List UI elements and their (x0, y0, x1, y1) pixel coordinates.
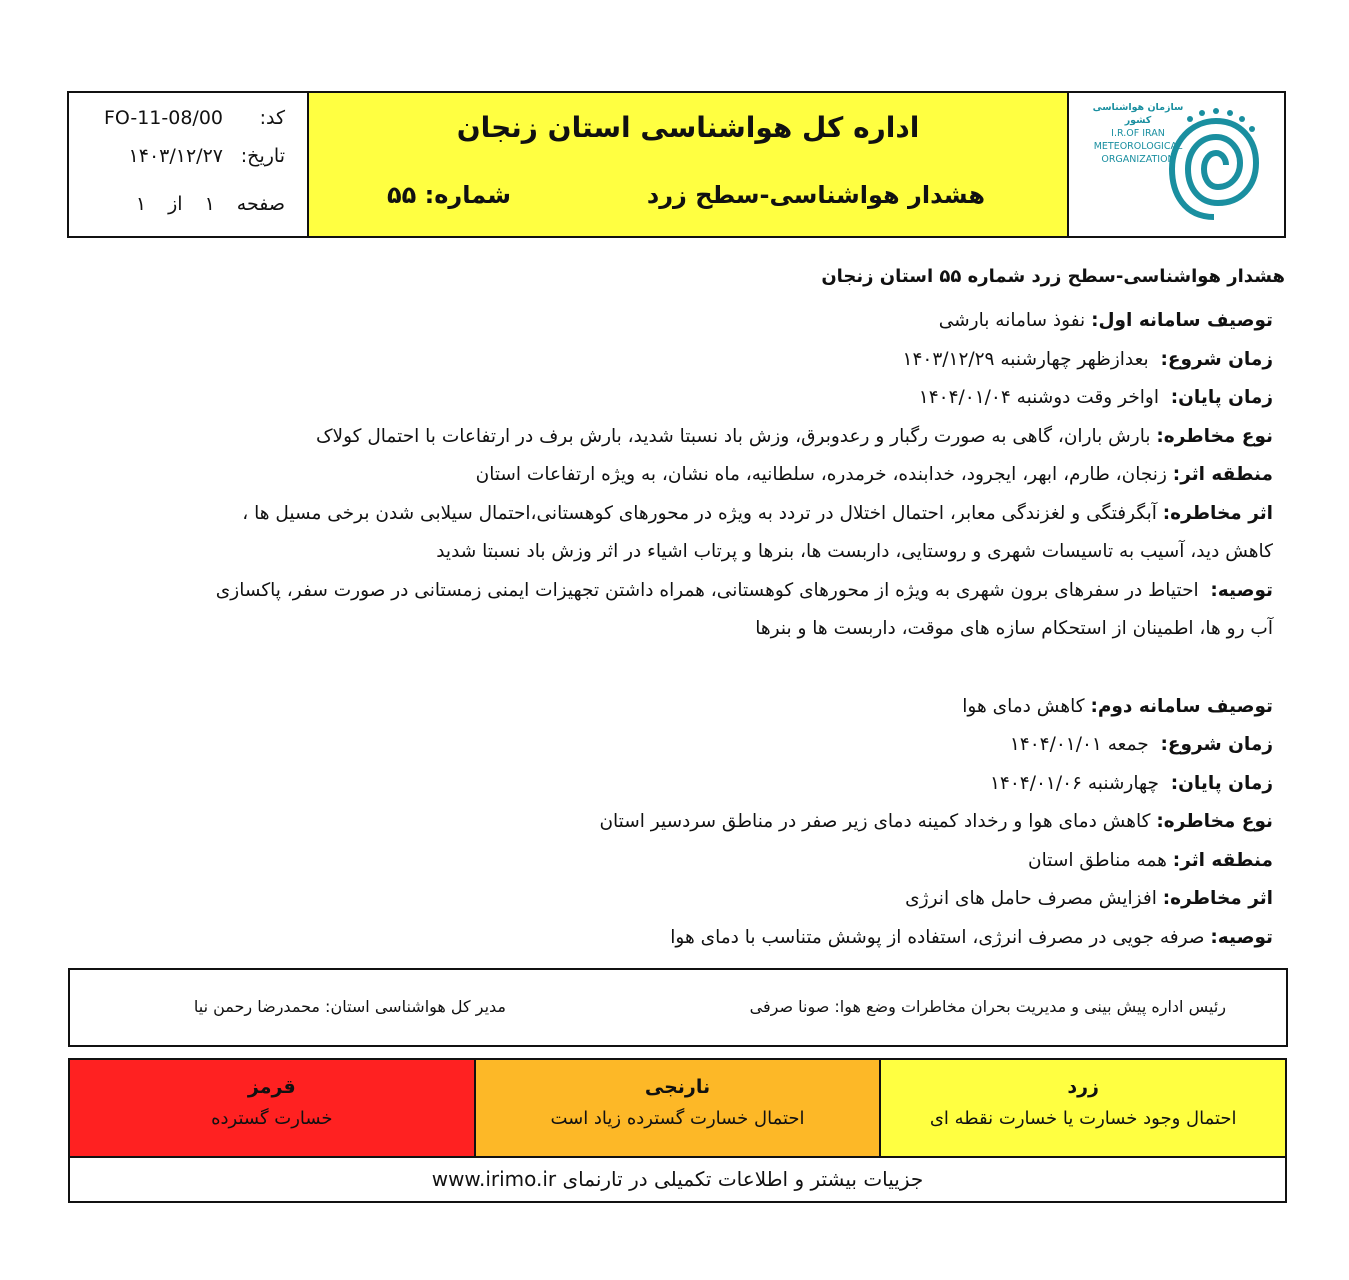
page-total: ۱ (135, 193, 147, 215)
document-meta (69, 93, 309, 236)
legend-cells (70, 1060, 1285, 1158)
document-header (67, 91, 1286, 238)
system1-impact-label: اثر مخاطره: (1162, 502, 1273, 524)
system2-end-label: زمان پایان: (1170, 772, 1273, 794)
legend-orange (474, 1060, 880, 1156)
legend-red (70, 1060, 474, 1156)
crisis-head-signature: رئیس اداره پیش بینی و مدیریت بحران مخاطرات وضع هوا: صونا صرفی (749, 997, 1226, 1016)
warning-number: شماره: ۵۵ (387, 181, 511, 209)
system2-description-value: کاهش دمای هوا (962, 695, 1085, 717)
page-of: از (168, 193, 183, 215)
system1-advice-label: توصیه: (1210, 579, 1273, 601)
system2-start-value: جمعه ۱۴۰۴/۰۱/۰۱ (1009, 734, 1149, 755)
code-row (104, 107, 285, 129)
system1-impact-cont: کاهش دید، آسیب به تاسیسات شهری و روستایی، داربست ها، بنرها و پرتاب اشیاء در اثر وزش باد نسبتا شدید (436, 541, 1273, 562)
system2-area-value: همه مناطق استان (1028, 849, 1167, 871)
system2-advice-label: توصیه: (1210, 926, 1273, 948)
title-box (309, 93, 1069, 236)
system1-description (73, 302, 1273, 341)
system2-area-label: منطقه اثر: (1172, 849, 1273, 871)
warning-level: هشدار هواشناسی-سطح زرد (646, 181, 985, 209)
system2-description-label: توصیف سامانه دوم: (1090, 695, 1273, 717)
system2-area (73, 842, 1273, 881)
legend-yellow-title: زرد (1067, 1076, 1099, 1098)
system1-impact-line1: آبگرفتگی و لغزندگی معابر، احتمال اختلال در تردد به ویژه در محورهای کوهستانی،احتمال سیلابی شدن برخی مسیل ها ، (242, 502, 1157, 524)
system1-advice-line1: احتیاط در سفرهای برون شهری به ویژه از محورهای کوهستانی، همراه داشتن تجهیزات ایمنی زمستانی در صورت سفر، پاکسازی (215, 579, 1199, 601)
section-gap (73, 649, 1273, 688)
logo-text-en-2: METEOROLOGICAL (1093, 141, 1183, 152)
page-current: ۱ (204, 193, 215, 215)
warning-subject: هشدار هواشناسی-سطح زرد شماره ۵۵ استان زنجان (821, 266, 1285, 287)
website-footer: جزییات بیشتر و اطلاعات تکمیلی در تارنمای www.irimo.ir (431, 1167, 924, 1191)
legend-orange-title: نارنجی (644, 1076, 711, 1098)
meteorological-organization-logo-icon (1166, 107, 1262, 225)
legend-yellow (879, 1060, 1285, 1156)
page-row (136, 193, 285, 215)
system2-advice (73, 919, 1273, 958)
system2-description (73, 688, 1273, 727)
logo-box (1069, 93, 1284, 236)
system1-start-value: بعدازظهر چهارشنبه ۱۴۰۳/۱۲/۲۹ (902, 348, 1149, 370)
system1-start (73, 341, 1273, 380)
code-value: FO-11-08/00 (103, 107, 223, 129)
system1-advice (73, 572, 1273, 611)
system2-impact-label: اثر مخاطره: (1162, 888, 1273, 909)
logo-text-fa: سازمان هواشناسی کشور (1092, 102, 1184, 126)
system2-end-value: چهارشنبه ۱۴۰۴/۰۱/۰۶ (990, 772, 1159, 794)
system2-impact-value: افزایش مصرف حامل های انرژی (905, 888, 1157, 909)
logo-text-en-3: ORGANIZATION (1101, 154, 1175, 165)
warning-level-legend (68, 1058, 1287, 1203)
system1-end-value: اواخر وقت دوشنبه ۱۴۰۴/۰۱/۰۴ (918, 387, 1159, 408)
legend-red-title: قرمز (247, 1076, 296, 1098)
system1-area-label: منطقه اثر: (1172, 464, 1273, 485)
system1-start-label: زمان شروع: (1160, 348, 1273, 370)
system1-area-value: زنجان، طارم، ابهر، ایجرود، خدابنده، خرمدره، سلطانیه، ماه نشان، به ویژه ارتفاعات استان (475, 464, 1167, 485)
system1-area (73, 456, 1273, 495)
warning-body (73, 258, 1285, 957)
director-signature: مدیر کل هواشناسی استان: محمدرضا رحمن نیا (193, 997, 506, 1016)
system2-hazard-type-label: نوع مخاطره: (1156, 811, 1273, 832)
system1-hazard-type-label: نوع مخاطره: (1156, 425, 1273, 447)
legend-orange-desc: احتمال خسارت گسترده زیاد است (550, 1108, 805, 1129)
date-label: تاریخ: (240, 145, 285, 167)
system1-advice-cont: آب رو ها، اطمینان از استحکام سازه های موقت، داربست ها و بنرها (755, 618, 1273, 639)
system2-start (73, 726, 1273, 765)
system1-end-label: زمان پایان: (1170, 387, 1273, 408)
system1-hazard-type (73, 418, 1273, 457)
system2-advice-value: صرفه جویی در مصرف انرژی، استفاده از پوشش متناسب با دمای هوا (670, 926, 1205, 948)
system1-hazard-type-value: بارش باران، گاهی به صورت رگبار و رعدوبرق، وزش باد نسبتا شدید، بارش برف در ارتفاعات با احتمال کولاک (316, 425, 1151, 447)
system1-description-label: توصیف سامانه اول: (1091, 310, 1273, 331)
signature-box (68, 968, 1288, 1047)
logo-text-en-1: I.R.OF IRAN (1111, 128, 1165, 139)
system1-end (73, 379, 1273, 418)
legend-yellow-desc: احتمال وجود خسارت یا خسارت نقطه ای (929, 1108, 1237, 1129)
system2-end (73, 765, 1273, 804)
system2-hazard-type (73, 803, 1273, 842)
system2-impact (73, 880, 1273, 919)
system1-description-value: نفوذ سامانه بارشی (938, 310, 1086, 331)
code-label: کد: (259, 107, 285, 129)
org-title: اداره کل هواشناسی استان زنجان (456, 111, 920, 144)
system2-hazard-type-value: کاهش دمای هوا و رخداد کمینه دمای زیر صفر در مناطق سردسیر استان (599, 811, 1151, 832)
date-row (129, 145, 285, 167)
legend-red-desc: خسارت گسترده (211, 1108, 333, 1129)
page-label: صفحه (236, 193, 285, 215)
system2-start-label: زمان شروع: (1160, 734, 1273, 755)
system1-impact (73, 495, 1273, 534)
date-value: ۱۴۰۳/۱۲/۲۷ (128, 145, 223, 167)
